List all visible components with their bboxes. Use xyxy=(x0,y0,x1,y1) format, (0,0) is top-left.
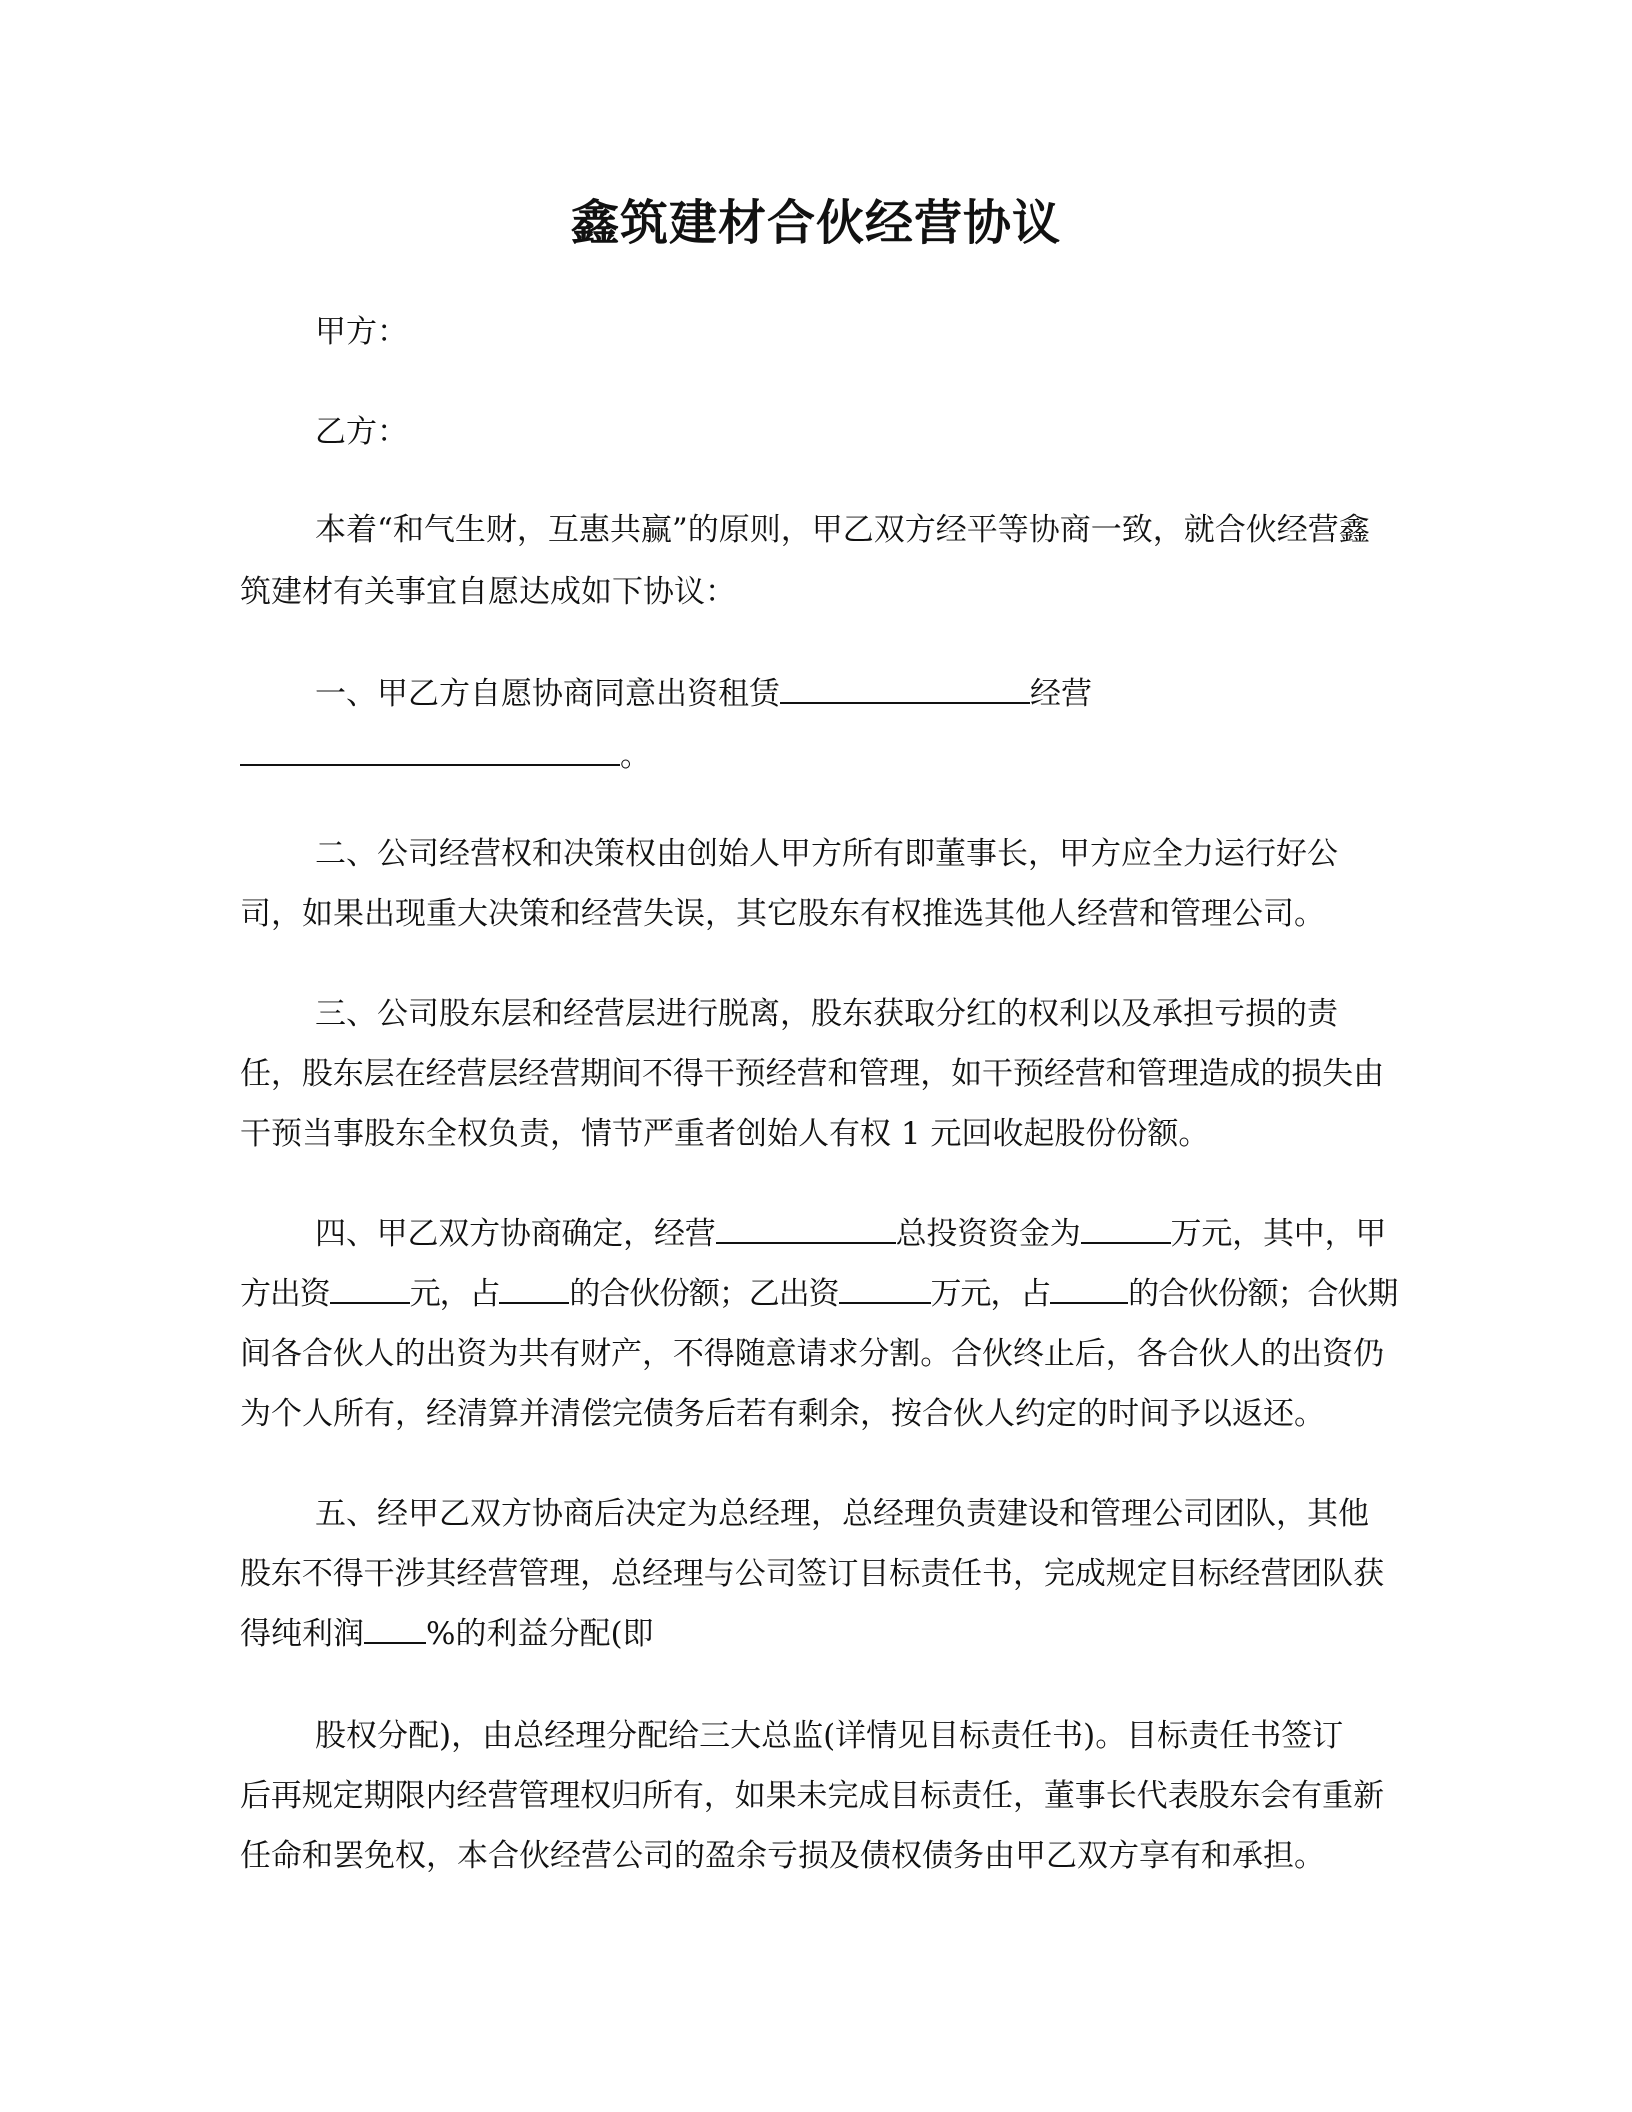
document-title: 鑫筑建材合伙经营协议 xyxy=(570,195,1061,251)
fill-in-blank xyxy=(364,1614,426,1644)
clause-line: 股权分配)，由总经理分配给三大总监(详情见目标责任书)。目标责任书签订 xyxy=(315,1718,1344,1754)
fill-in-blank xyxy=(1081,1214,1171,1244)
party-b-label: 乙方： xyxy=(315,414,408,450)
clause-line xyxy=(315,674,1092,714)
clause-text: 。 xyxy=(620,738,651,774)
clause-text: 方出资 xyxy=(240,1276,330,1312)
clause-text: 元，占 xyxy=(409,1276,500,1312)
clause-line xyxy=(240,1274,1397,1314)
preamble-line: 筑建材有关事宜自愿达成如下协议： xyxy=(240,574,736,610)
clause-line: 后再规定期限内经营管理权归所有，如果未完成目标责任，董事长代表股东会有重新 xyxy=(240,1778,1384,1814)
clause-text: 的合伙份额；合伙期 xyxy=(1128,1276,1398,1312)
clause-line: 任，股东层在经营层经营期间不得干预经营和管理，如干预经营和管理造成的损失由 xyxy=(240,1056,1384,1092)
clause-text: 万元，其中，甲 xyxy=(1170,1216,1387,1252)
fill-in-blank xyxy=(1050,1274,1128,1304)
clause-line: 五、经甲乙双方协商后决定为总经理，总经理负责建设和管理公司团队，其他 xyxy=(315,1496,1369,1532)
clause-line: 司，如果出现重大决策和经营失误，其它股东有权推选其他人经营和管理公司。 xyxy=(240,896,1325,932)
clause-line xyxy=(240,736,651,776)
clause-line: 三、公司股东层和经营层进行脱离，股东获取分红的权利以及承担亏损的责 xyxy=(315,996,1338,1032)
fill-in-blank xyxy=(716,1214,896,1244)
clause-text: %的利益分配(即 xyxy=(426,1616,654,1652)
clause-line xyxy=(315,1214,1386,1254)
clause-text: 得纯利润 xyxy=(240,1616,364,1652)
fill-in-blank xyxy=(330,1274,410,1304)
fill-in-blank xyxy=(499,1274,569,1304)
clause-line xyxy=(240,1614,654,1654)
clause-line: 为个人所有，经清算并清偿完债务后若有剩余，按合伙人约定的时间予以返还。 xyxy=(240,1396,1325,1432)
clause-text: 万元，占 xyxy=(930,1276,1051,1312)
clause-text: 四、甲乙双方协商确定，经营 xyxy=(315,1216,716,1252)
clause-line: 任命和罢免权，本合伙经营公司的盈余亏损及债权债务由甲乙双方享有和承担。 xyxy=(240,1838,1325,1874)
clause-line: 干预当事股东全权负责，情节严重者创始人有权 1 元回收起股份份额。 xyxy=(240,1116,1210,1152)
fill-in-blank xyxy=(839,1274,931,1304)
fill-in-blank xyxy=(240,736,620,766)
clause-text: 经营 xyxy=(1030,676,1092,712)
clause-line: 股东不得干涉其经营管理，总经理与公司签订目标责任书，完成规定目标经营团队获 xyxy=(240,1556,1384,1592)
party-a-label: 甲方： xyxy=(315,314,408,350)
clause-line: 间各合伙人的出资为共有财产，不得随意请求分割。合伙终止后，各合伙人的出资仍 xyxy=(240,1336,1384,1372)
clause-line: 二、公司经营权和决策权由创始人甲方所有即董事长，甲方应全力运行好公 xyxy=(315,836,1338,872)
clause-text: 总投资资金为 xyxy=(895,1216,1081,1252)
preamble-line: 本着“和气生财，互惠共赢”的原则，甲乙双方经平等协商一致，就合伙经营鑫 xyxy=(315,512,1370,548)
clause-text: 一、甲乙方自愿协商同意出资租赁 xyxy=(315,676,780,712)
fill-in-blank xyxy=(780,674,1030,704)
clause-text: 的合伙份额；乙出资 xyxy=(569,1276,839,1312)
